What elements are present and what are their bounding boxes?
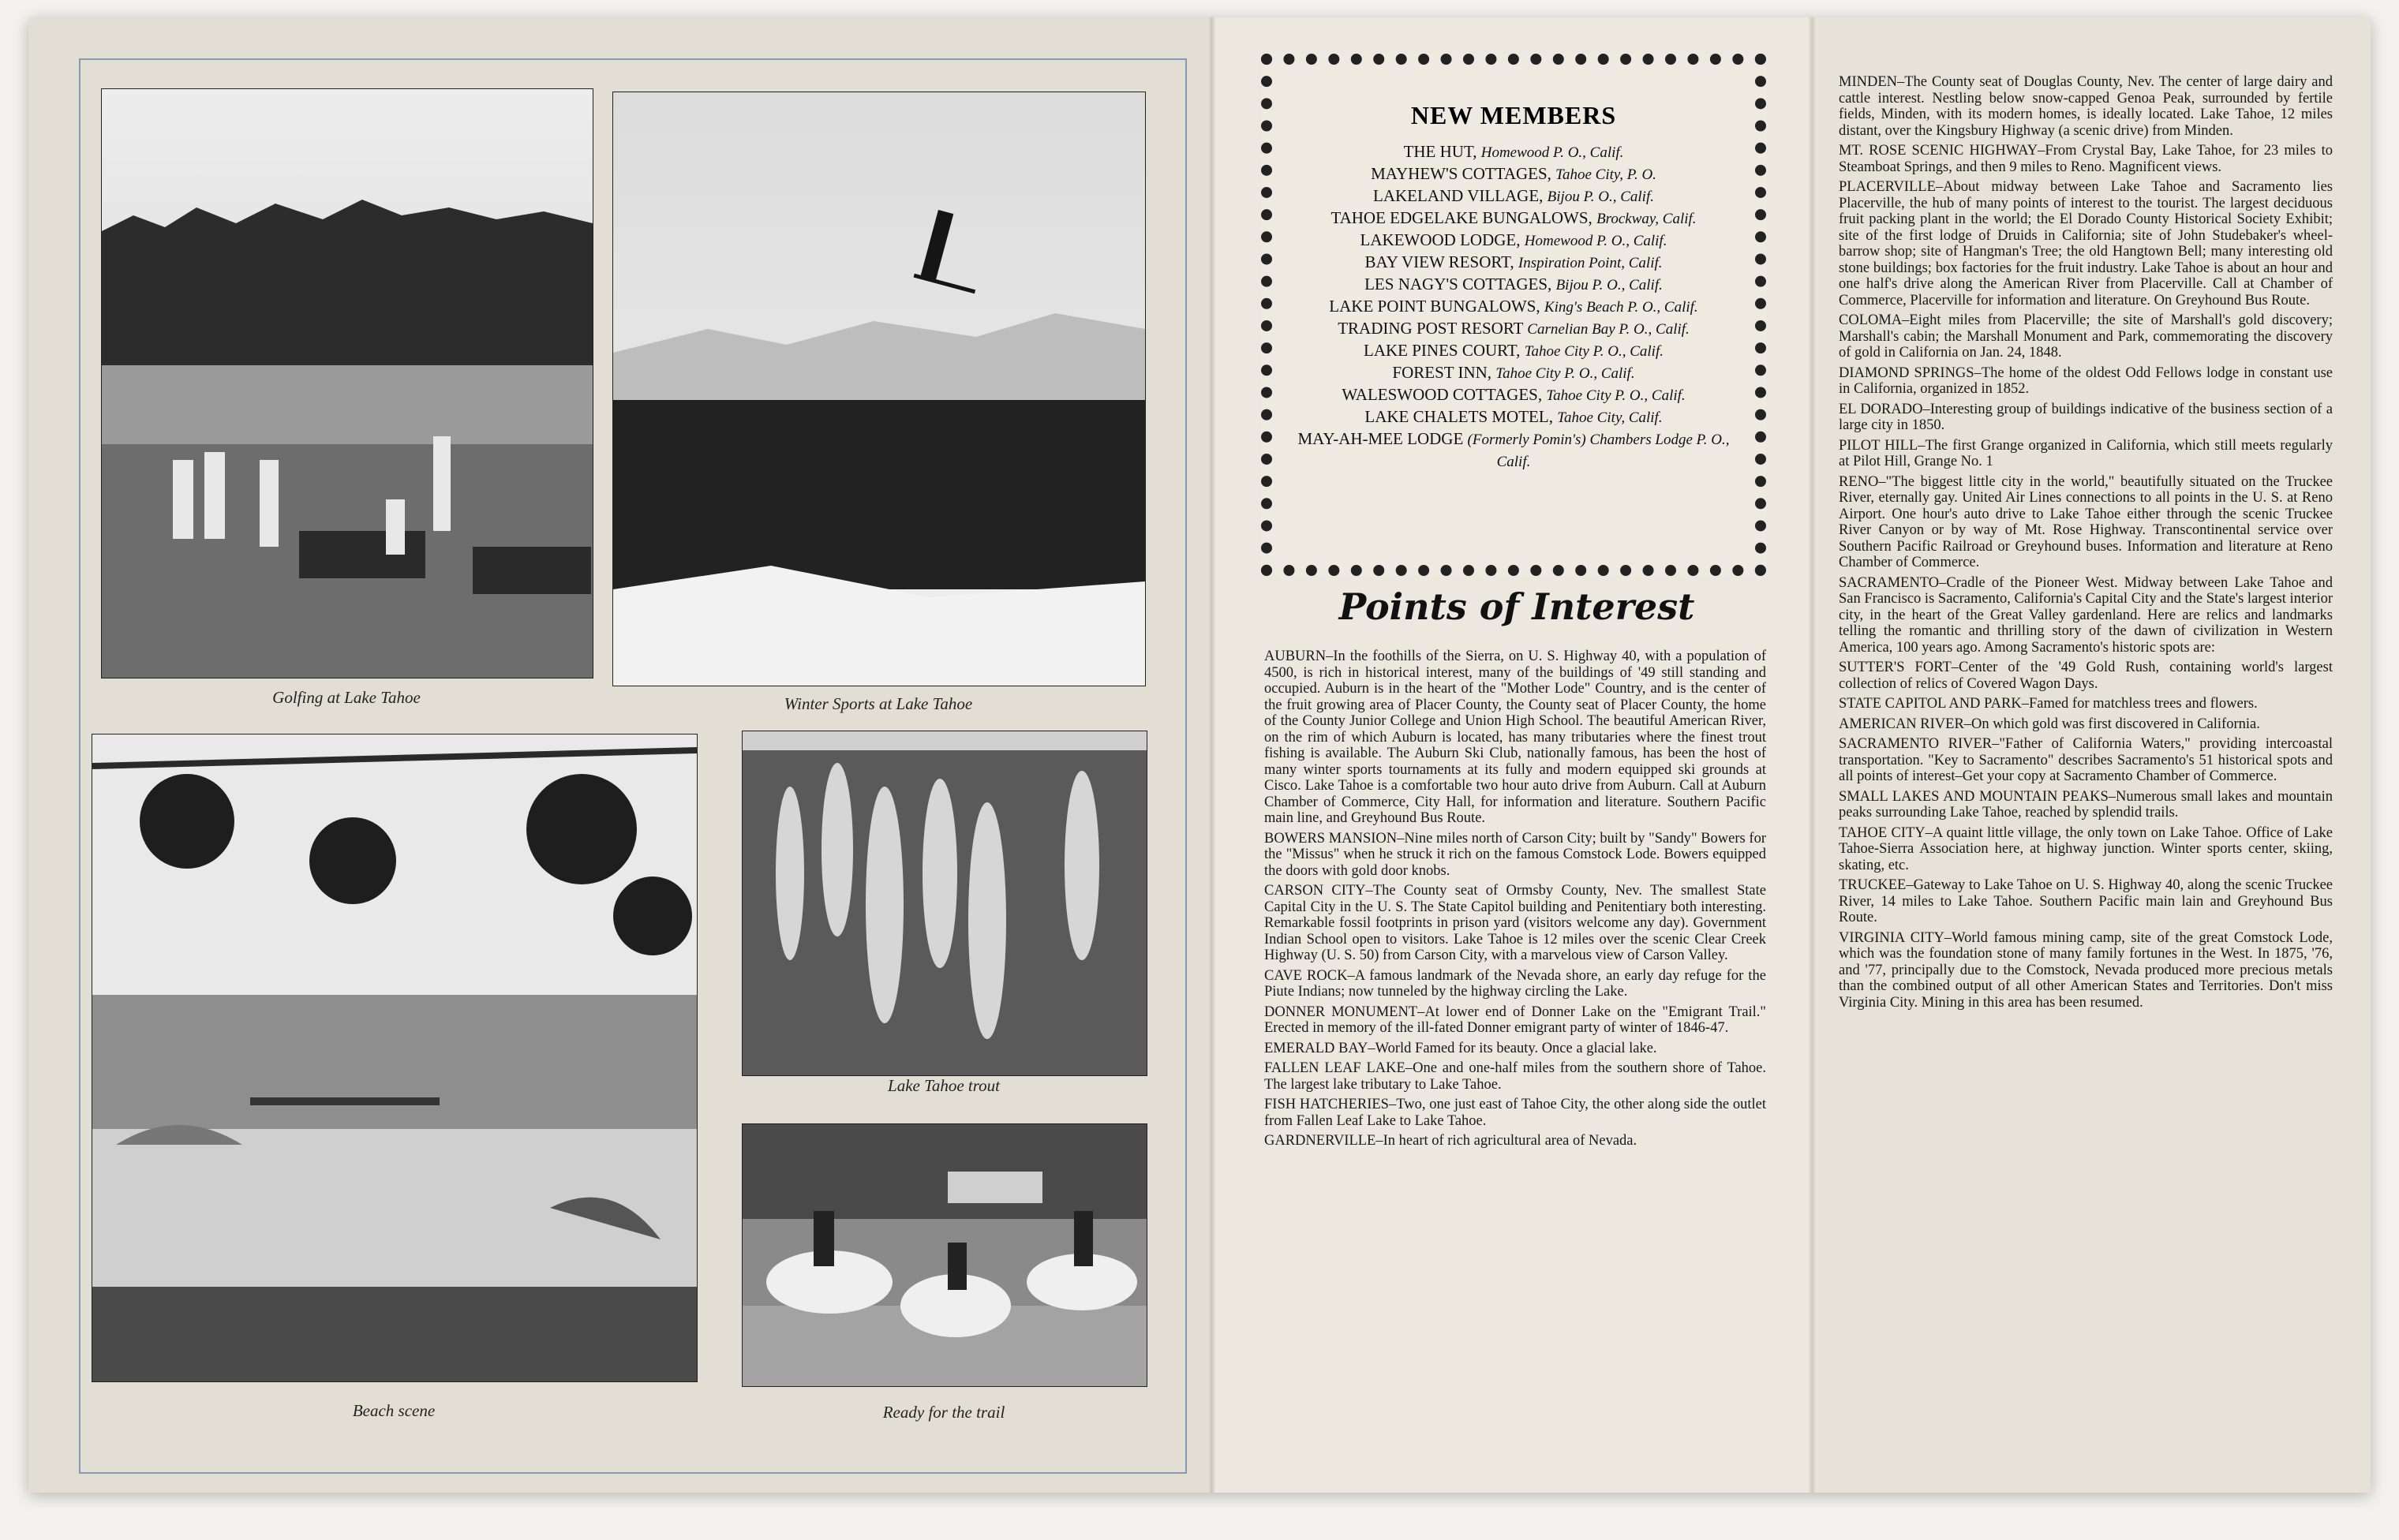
place-name: MINDEN (1839, 74, 1897, 90)
member-location: Bijou P. O., Calif. (1547, 189, 1654, 205)
place-description: –In the foothills of the Sierra, on U. S. Highway 40, with a population of 4500, is rich in historical interest, many of the buildings of '49 still standing and occupied. Auburn is in the heart of the "Mother Lode" Country, and is the center of the fruit growing area of Placer County, the County seat of Placer County, the home of the County Junior College and Union High School. The beautiful American River, on the rim of which Auburn is located, has many tributaries where the finest trout fishing is available. The Auburn Ski Club, nationally famous, has been the host of many winter sports tournaments at its fully and modern equipped ski grounds at Cisco. Lake Tahoe is a comfortable two hour auto drive from Auburn. Call at Auburn Chamber of Commerce, City Hall, for information and literature. Southern Pacific main line, and Greyhound Bus Route. (1264, 649, 1766, 826)
member-name: BAY VIEW RESORT, (1364, 252, 1518, 271)
point-of-interest-entry (1839, 716, 2333, 733)
place-name: SUTTER'S FORT (1839, 660, 1952, 675)
member-entry (1288, 296, 1739, 318)
place-description: –World famous mining camp, site of the great Comstock Lode, which was the foundation stone of many family fortunes in the West. In 1875, '76, and '77, principally due to the Comstock, Nevada produced more precious metals than the combined output of all other American States and Territories. Don't miss Virginia City. Mining in this area has been resumed. (1839, 929, 2333, 1011)
point-of-interest-entry (1839, 877, 2333, 926)
member-location: Tahoe City P. O., Calif. (1524, 343, 1664, 360)
member-name: TRADING POST RESORT (1338, 319, 1528, 338)
place-name: BOWERS MANSION (1264, 830, 1398, 847)
member-entry (1288, 428, 1739, 473)
place-description: –Center of the '49 Gold Rush, containing world's largest collection of relics of Covered Wagon Days. (1839, 660, 2333, 692)
place-name: PLACERVILLE (1839, 179, 1936, 195)
member-location: Tahoe City, Calif. (1557, 409, 1663, 426)
member-entry (1288, 163, 1739, 185)
place-name: SACRAMENTO (1839, 574, 1940, 591)
member-entry (1288, 274, 1739, 296)
member-entry (1288, 384, 1739, 406)
point-of-interest-entry (1264, 649, 1766, 827)
point-of-interest-entry (1264, 968, 1766, 1000)
place-description: –At lower end of Donner Lake on the "Emigrant Trail." Erected in memory of the ill-fated Donner emigrant party of winter of 1846-47. (1264, 1004, 1766, 1036)
winter-caption: Winter Sports at Lake Tahoe (784, 694, 973, 713)
place-description: –The first Grange organized in California, which still meets regularly at Pilot Hill, Grange No. 1 (1839, 437, 2333, 469)
point-of-interest-entry (1839, 825, 2333, 874)
new-members-title: NEW MEMBERS (1410, 101, 1617, 129)
member-name: TAHOE EDGELAKE BUNGALOWS, (1330, 208, 1597, 227)
point-of-interest-entry (1839, 575, 2333, 656)
point-of-interest-entry (1839, 696, 2333, 712)
point-of-interest-entry (1839, 74, 2333, 139)
member-name: LAKE POINT BUNGALOWS, (1329, 297, 1544, 316)
trail-caption: Ready for the trail (882, 1403, 1005, 1422)
place-description: –The County seat of Ormsby County, Nev. The smallest State Capital City in the U. S. The State Capitol building and Penitentiary both interesting. Remarkable fossil footprints in prison yard (visitors welcome any day). Government Indian School open to visitors. Lake Tahoe is 12 miles over the scenic Clear Creek Highway (U. S. 50) from Carson City, with a marvelous view of Carson Valley. (1264, 883, 1766, 963)
point-of-interest-entry (1264, 1097, 1766, 1129)
place-description: –About midway between Lake Tahoe and Sacramento lies Placerville, the hub of many points of interest to the tourist. The largest deciduous fruit packing plant in the world; the El Dorado County Historical Society Exhibit; site of the first lodge of Druids in California; site of John Studebaker's wheel-barrow shop; site of Hangman's Tree; the old Hangtown Bell; many interesting old stone buildings; box factories for the fruit industry. Lake Tahoe is about an hour and one half's drive along the American River from Placerville. Call at Chamber of Commerce, Placerville for information and literature. On Greyhound Bus Route. (1839, 179, 2333, 308)
point-of-interest-entry (1839, 365, 2333, 398)
point-of-interest-entry (1264, 1060, 1766, 1093)
point-of-interest-entry (1264, 831, 1766, 880)
member-name: LAKE CHALETS MOTEL, (1364, 407, 1558, 426)
fold-line (1808, 17, 1816, 1493)
place-name: DONNER MONUMENT (1264, 1004, 1418, 1020)
place-description: –On which gold was first discovered in California. (1963, 716, 2260, 732)
place-name: DIAMOND SPRINGS (1839, 364, 1974, 381)
place-name: EL DORADO (1839, 401, 1923, 417)
beach-caption: Beach scene (352, 1401, 436, 1420)
member-location: Tahoe City, P. O. (1555, 166, 1656, 183)
member-location: Tahoe City P. O., Calif. (1495, 365, 1635, 382)
golf-caption: Golfing at Lake Tahoe (272, 688, 421, 707)
place-description: –One and one-half miles from the southern shore of Tahoe. The largest lake tributary to Lake Tahoe. (1264, 1060, 1766, 1093)
member-location: Brockway, Calif. (1596, 211, 1697, 227)
member-name: FOREST INN, (1392, 363, 1496, 382)
place-name: FISH HATCHERIES (1264, 1097, 1389, 1112)
place-name: PILOT HILL (1839, 437, 1918, 454)
point-of-interest-entry (1264, 1133, 1766, 1149)
trout-caption: Lake Tahoe trout (888, 1076, 1000, 1095)
member-name: LAKE PINES COURT, (1364, 341, 1525, 360)
place-description: –"Father of California Waters," providing intercoastal transportation. "Key to Sacramento" describes Sacramento's 51 historical spots and all points of interest–Get your copy at Sacramento Chamber of Commerce. (1839, 736, 2333, 784)
place-name: AUBURN (1264, 649, 1327, 664)
point-of-interest-entry (1839, 179, 2333, 308)
point-of-interest-entry (1264, 1004, 1766, 1037)
place-name: GARDNERVILLE (1264, 1133, 1376, 1149)
member-entry (1288, 141, 1739, 163)
member-location: (Formerly Pomin's) Chambers Lodge P. O., Calif. (1467, 432, 1730, 470)
new-members-box (1261, 54, 1766, 576)
place-description: –The County seat of Douglas County, Nev. The center of large dairy and cattle interest. Nestling below snow-capped Genoa Peak, surrounded by fertile fields, Minden, with its modern homes, is ideally located. Lake Tahoe, 12 miles distant, over the Kingsbury Highway (a scenic drive) from Minden. (1839, 74, 2333, 139)
place-name: CAVE ROCK (1264, 967, 1348, 984)
place-description: –In heart of rich agricultural area of Nevada. (1375, 1133, 1637, 1149)
trail-photo (742, 1123, 1147, 1387)
point-of-interest-entry (1839, 474, 2333, 571)
member-name: THE HUT, (1403, 142, 1481, 161)
place-description: –The home of the oldest Odd Fellows lodge in constant use in California, organized in 1852. (1839, 364, 2333, 397)
place-description: –From Crystal Bay, Lake Tahoe, for 23 miles to Steamboat Springs, and then 9 miles to Reno. Magnificent views. (1839, 143, 2333, 175)
member-name: MAY-AH-MEE LODGE (1297, 429, 1468, 448)
place-description: –Nine miles north of Carson City; built by "Sandy" Bowers for the "Missus" when he struck it rich on the famous Comstock Lode. Bowers equipped the doors with gold door knobs. (1264, 830, 1766, 879)
golf-photo (101, 88, 593, 678)
member-location: King's Beach P. O., Calif. (1544, 299, 1698, 316)
place-description: –Gateway to Lake Tahoe on U. S. Highway 40, along the scenic Truckee River, 14 miles to Lake Tahoe. Southern Pacific main lain and Greyhound Bus Route. (1839, 877, 2333, 925)
place-description: –Interesting group of buildings indicative of the business section of a large city in 1850. (1839, 401, 2333, 433)
place-name: EMERALD BAY (1264, 1040, 1368, 1056)
place-description: –World Famed for its beauty. Once a glacial lake. (1368, 1040, 1657, 1056)
member-name: LES NAGY'S COTTAGES, (1364, 275, 1556, 293)
point-of-interest-entry (1839, 660, 2333, 692)
member-location: Bijou P. O., Calif. (1555, 277, 1663, 293)
member-name: WALESWOOD COTTAGES, (1342, 385, 1547, 404)
member-entry (1288, 252, 1739, 274)
member-entry (1288, 230, 1739, 252)
beach-photo (92, 734, 698, 1382)
point-of-interest-entry (1264, 1041, 1766, 1057)
place-name: FALLEN LEAF LAKE (1264, 1060, 1405, 1076)
place-description: –A quaint little village, the only town on Lake Tahoe. Office of Lake Tahoe-Sierra Association here, at highway junction. Winter sports center, skiing, skating, etc. (1839, 824, 2334, 873)
points-of-interest-title: Points of Interest (1338, 585, 1695, 628)
place-name: RENO (1839, 473, 1879, 490)
place-name: COLOMA (1839, 312, 1903, 328)
place-description: –Cradle of the Pioneer West. Midway between Lake Tahoe and San Francisco is Sacramento, California's Capital City and the State's largest interior city, in the heart of the Great Valley gardenland. Here are relics and landmarks telling the romantic and thrilling story of the dawn of civilization in Western America, 100 years ago. Among Sacramento's historic spots are: (1839, 574, 2333, 656)
place-name: STATE CAPITOL AND PARK (1839, 696, 2022, 712)
member-entry (1288, 185, 1739, 207)
member-location: Homewood P. O., Calif. (1524, 233, 1667, 249)
place-name: AMERICAN RIVER (1839, 716, 1964, 732)
member-entry (1288, 362, 1739, 384)
place-name: VIRGINIA CITY (1839, 929, 1944, 946)
member-name: LAKELAND VILLAGE, (1373, 186, 1548, 205)
member-location: Carnelian Bay P. O., Calif. (1527, 321, 1690, 338)
point-of-interest-entry (1839, 789, 2333, 821)
member-entry (1288, 406, 1739, 428)
point-of-interest-entry (1839, 930, 2333, 1011)
member-location: Homewood P. O., Calif. (1480, 144, 1624, 161)
trout-photo (742, 731, 1147, 1076)
member-entry (1288, 340, 1739, 362)
member-location: Inspiration Point, Calif. (1518, 255, 1663, 271)
points-column-left (1264, 649, 1766, 1153)
place-name: CARSON CITY (1264, 883, 1366, 899)
place-name: SMALL LAKES AND MOUNTAIN PEAKS (1839, 788, 2109, 805)
place-name: SACRAMENTO RIVER (1839, 736, 1993, 752)
place-description: –"The biggest little city in the world," beautifully situated on the Truckee River, eternally gay. United Air Lines connections to all points in the U. S. at Reno Airport. One hour's auto drive to Lake Tahoe either through the scenic Truckee River Canyon or by way of Mt. Rose Highway. Transcontinental service over Southern Pacific Railroad or Greyhound buses. Information and literature at Reno Chamber of Commerce. (1839, 473, 2333, 570)
point-of-interest-entry (1839, 143, 2333, 175)
place-description: –A famous landmark of the Nevada shore, an early day refuge for the Piute Indians; now tunneled by the highway circling the Lake. (1264, 967, 1766, 1000)
fold-line (1208, 17, 1216, 1493)
place-description: –Famed for matchless trees and flowers. (2021, 696, 2258, 712)
place-name: TAHOE CITY (1839, 824, 1926, 841)
member-entry (1288, 318, 1739, 340)
winter-photo (612, 92, 1146, 686)
point-of-interest-entry (1264, 883, 1766, 964)
new-members-list (1288, 141, 1739, 473)
member-location: Tahoe City P. O., Calif. (1546, 387, 1686, 404)
point-of-interest-entry (1839, 736, 2333, 785)
point-of-interest-entry (1839, 402, 2333, 434)
member-name: LAKEWOOD LODGE, (1360, 230, 1525, 249)
member-name: MAYHEW'S COTTAGES, (1371, 164, 1556, 183)
point-of-interest-entry (1839, 438, 2333, 470)
point-of-interest-entry (1839, 312, 2333, 361)
place-name: MT. ROSE SCENIC HIGHWAY (1839, 143, 2038, 159)
place-name: TRUCKEE (1839, 877, 1907, 893)
points-column-right (1839, 74, 2333, 1015)
place-description: –Eight miles from Placerville; the site of Marshall's gold discovery; Marshall's cabin; the Marshall Monument and Park, commemorating the discovery of gold in California on Jan. 24, 1848. (1839, 312, 2333, 361)
member-entry (1288, 207, 1739, 230)
place-description: –Two, one just east of Tahoe City, the other along side the outlet from Fallen Leaf Lake to Lake Tahoe. (1264, 1097, 1766, 1129)
place-description: –Numerous small lakes and mountain peaks surrounding Lake Tahoe, reached by splendid trails. (1839, 788, 2333, 820)
